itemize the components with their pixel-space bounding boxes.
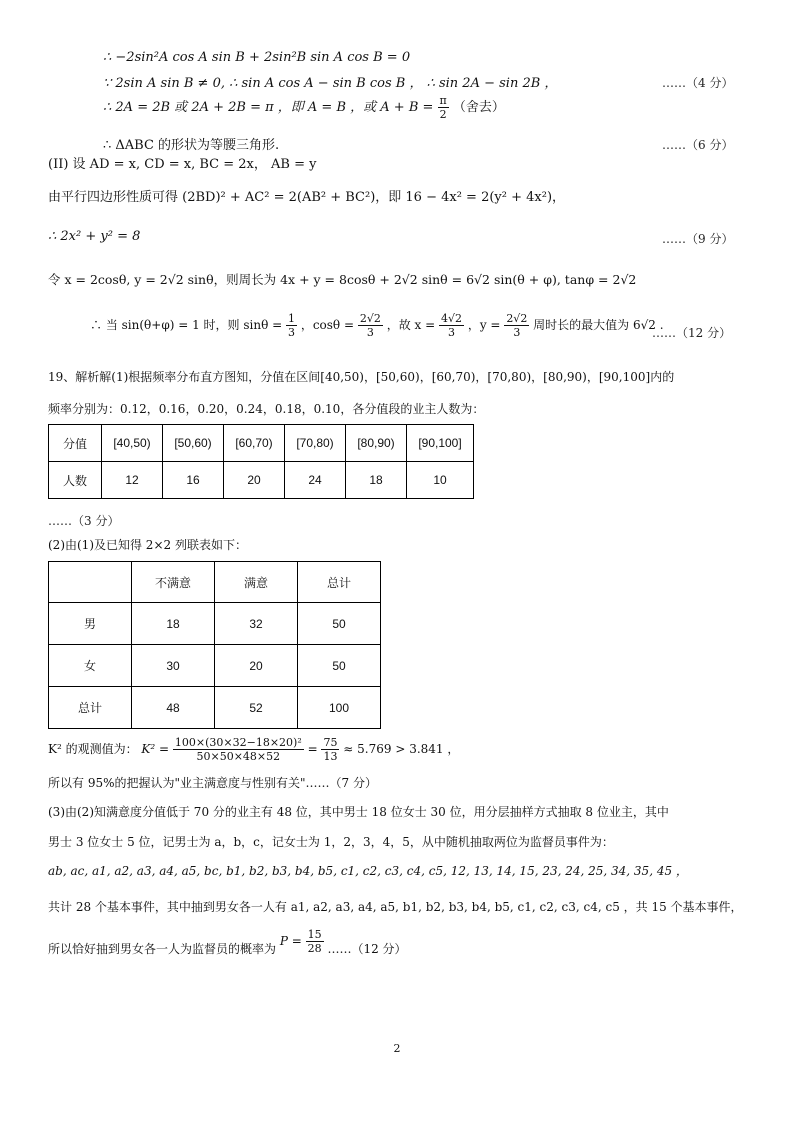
table-cell: 32 <box>215 603 298 645</box>
table-cell: 30 <box>132 645 215 687</box>
table-row-label: 总计 <box>49 687 132 729</box>
table-header: [60,70) <box>224 425 285 462</box>
table-cell: 100 <box>298 687 381 729</box>
fraction-pi-over-2: $\frac{\pi}{2}$ <box>439 94 447 121</box>
line-10: 19、解析解(1)根据频率分布直方图知，分值在区间[40,50)，[50,60)，[60,70)，[70,80)，[80,90)，[90,100]内的 <box>48 370 675 384</box>
table-header: [50,60) <box>163 425 224 462</box>
table-cell: 12 <box>102 462 163 499</box>
line-6: 由平行四边形性质可得 (2BD)² + AC² = 2(AB² + BC²)，即 16 − 4x² = 2(y² + 4x²)， <box>48 190 566 205</box>
table-cell: 50 <box>298 603 381 645</box>
table-cell: 24 <box>285 462 346 499</box>
line-9: ∴ 当 sin(θ+φ) = 1 时，则 sinθ = $\frac{1}{3}$ ，cosθ = $\frac{2√2}{3}$ ，故 x = $\frac{4√2}{3}$ ，y = $\frac{2√2}{3}$ 周时长的最大值为 6√2 . <box>90 312 664 339</box>
fraction-k2: $\frac{\text{100×(30×32−18×20)²}}{50\times 50\times 48\times 52}$ <box>174 736 302 763</box>
line-4: ∴ ΔABC 的形状为等腰三角形. <box>103 138 280 153</box>
score-4: ……（4 分） <box>662 76 734 90</box>
table-header: [70,80) <box>285 425 346 462</box>
table-cell: 20 <box>215 645 298 687</box>
table-header: [90,100] <box>407 425 474 462</box>
line-2: ∵ 2sin A sin B ≠ 0, ∴ sin A cos A − sin B cos B ， ∴ sin 2A − sin 2B ， <box>103 76 558 91</box>
score-9: ……（9 分） <box>662 232 734 246</box>
table-cell: 52 <box>215 687 298 729</box>
table-cell: 20 <box>224 462 285 499</box>
table-cell: 18 <box>132 603 215 645</box>
line-13: (2)由(1)及已知得 2×2 列联表如下： <box>48 538 247 552</box>
table-cell: 50 <box>298 645 381 687</box>
fraction-k2-simplified: $\frac{75}{13}$ <box>323 736 338 763</box>
line-17: 男士 3 位女士 5 位，记男士为 a，b，c，记女士为 1，2，3，4，5，从中随机抽取两位为监督员事件为： <box>48 835 614 849</box>
table-cell: 48 <box>132 687 215 729</box>
line-14: K² 的观测值为： K² = $\frac{\text{100×(30×32−18×20)²}}{50\times 50\times 48\times 52}$ = $\frac{75}{13}$ ≈ 5.769 > 3.841 ， <box>48 736 460 763</box>
table-header: [80,90) <box>346 425 407 462</box>
table-cell: 10 <box>407 462 474 499</box>
line-20: 所以恰好抽到男女各一人为监督员的概率为 P = $\frac{15}{28}$ ……（12 分） <box>48 928 407 956</box>
fraction-cos: $\frac{2√2}{3}$ <box>359 312 381 339</box>
line-8: 令 x = 2cosθ, y = 2√2 sinθ，则周长为 4x + y = 8cosθ + 2√2 sinθ = 6√2 sin(θ + φ), tanφ = 2√2 <box>48 272 637 287</box>
fraction-sin: $\frac{1}{3}$ <box>288 312 295 339</box>
line-3: ∴ 2A = 2B 或 2A + 2B = π ，即 A = B ，或 A + B = $\frac{\pi}{2}$ （舍去） <box>103 94 505 121</box>
contingency-table <box>48 561 381 729</box>
line-5: (II) 设 AD = x, CD = x, BC = 2x， AB = y <box>48 157 317 172</box>
table-header: 总计 <box>298 562 381 603</box>
line-12: ……（3 分） <box>48 514 120 528</box>
fraction-probability: $\frac{15}{28}$ <box>307 928 322 955</box>
table-row-label: 女 <box>49 645 132 687</box>
page-number: 2 <box>393 1042 401 1055</box>
line-16: (3)由(2)知满意度分值低于 70 分的业主有 48 位，其中男士 18 位女士 30 位，用分层抽样方式抽取 8 位业主，其中 <box>48 805 669 819</box>
line-18: ab, ac, a1, a2, a3, a4, a5, bc, b1, b2, b3, b4, b5, c1, c2, c3, c4, c5, 12, 13, 14, 15, 23, 24, 25, 34, 35, 45 ， <box>48 864 688 878</box>
line-11: 频率分别为：0.12，0.16，0.20，0.24，0.18，0.10，各分值段的业主人数为： <box>48 402 485 416</box>
table-header <box>49 562 132 603</box>
line-7: ∴ 2x² + y² = 8 <box>48 229 141 244</box>
line-19: 共计 28 个基本事件，其中抽到男女各一人有 a1, a2, a3, a4, a5, b1, b2, b3, b4, b5, c1, c2, c3, c4, c5 ，共 15 个基本事件， <box>48 900 743 914</box>
score-12: ……（12 分） <box>652 326 732 340</box>
table-row-label: 人数 <box>49 462 102 499</box>
fraction-y: $\frac{2√2}{3}$ <box>506 312 528 339</box>
table-header: 不满意 <box>132 562 215 603</box>
table-header: 分值 <box>49 425 102 462</box>
score-6: ……（6 分） <box>662 138 734 152</box>
fraction-x: $\frac{4√2}{3}$ <box>440 312 462 339</box>
table-header: 满意 <box>215 562 298 603</box>
table-cell: 16 <box>163 462 224 499</box>
frequency-table <box>48 424 474 499</box>
table-header: [40,50) <box>102 425 163 462</box>
line-1: ∴ −2sin²A cos A sin B + 2sin²B sin A cos B = 0 <box>103 50 411 65</box>
line-15: 所以有 95%的把握认为"业主满意度与性别有关"……（7 分） <box>48 776 377 790</box>
table-row-label: 男 <box>49 603 132 645</box>
table-cell: 18 <box>346 462 407 499</box>
